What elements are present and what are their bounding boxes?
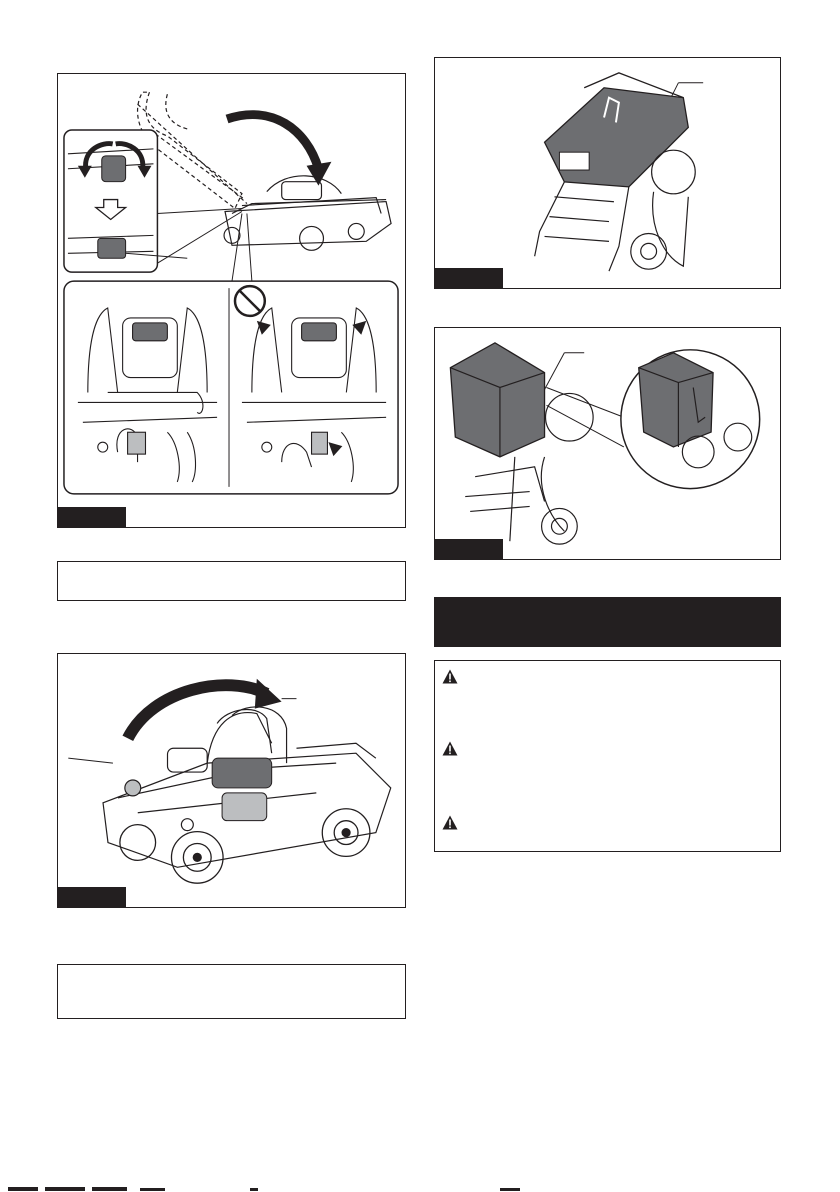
warning-triangle-icon [442,669,458,684]
figure-tab [435,539,503,559]
handle-fold-illustration [58,74,405,527]
handle-fold-figure [57,73,406,528]
grass-basket-install-figure [434,327,781,560]
figure-tab [58,507,126,527]
warning-triangle-icon [442,741,458,756]
figure-tab [435,268,503,288]
prohibition-icon [235,286,265,316]
note-box-1 [57,561,406,601]
grass-basket-install-illustration [435,328,780,559]
footer-strip [0,1186,840,1192]
warning-box [434,660,781,852]
warning-triangle-icon [442,815,458,830]
grass-basket-illustration [435,58,780,288]
handle-unfold-illustration [58,654,405,907]
note-box-2 [57,964,406,1019]
handle-unfold-figure [57,653,406,908]
figure-tab [58,887,126,907]
section-heading-bar [434,597,781,647]
grass-basket-figure [434,57,781,289]
